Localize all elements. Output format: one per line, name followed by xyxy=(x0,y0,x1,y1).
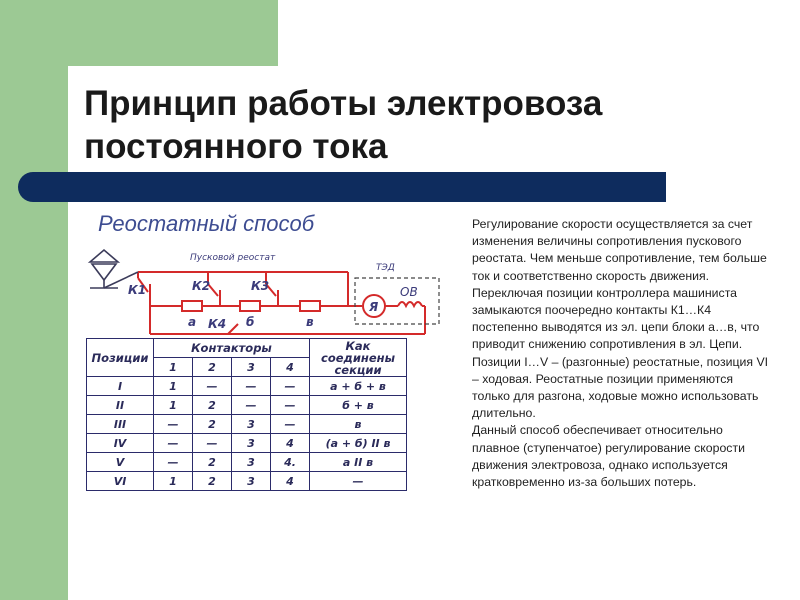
contactor-cell: 2 xyxy=(193,415,232,434)
contact-k2: К2 xyxy=(192,279,211,293)
contactor-cell: 4. xyxy=(271,453,310,472)
position-cell: VI xyxy=(87,472,154,491)
table-row xyxy=(87,453,407,472)
explanation-text: Регулирование скорости осуществляется за счет изменения величины сопротивления пускового реостата. Чем меньше сопротивление, тем больше ток и соответственно скорость движения. Переключая позиции контроллера машиниста замыкаются поочередно контакты К1…К4 постепенно выводятся из эл. цепи блоки а…в, что приводит снижению сопротивления в эл. Цепи. Позиции I…V – (разгонные) реостатные, позиция VI – ходовая. Реостатные позиции применяются только для разгона, ходовые можно использовать длительно. Данный способ обеспечивает относительно плавное (ступенчатое) регулирование скорости движения электровоза, однако используется кратковременно из-за больших потерь. xyxy=(472,217,769,490)
table-header-row xyxy=(87,339,407,358)
contactor-cell: — xyxy=(232,377,271,396)
position-cell: II xyxy=(87,396,154,415)
connection-cell: а + б + в xyxy=(310,377,407,396)
circuit-schematic xyxy=(80,244,450,340)
contactor-table xyxy=(86,338,407,491)
diagram-subtitle: Реостатный способ xyxy=(98,211,315,236)
contactor-cell: 1 xyxy=(154,472,193,491)
contactor-cell: 1 xyxy=(154,396,193,415)
contactor-cell: 2 xyxy=(193,472,232,491)
contactor-cell: 1 xyxy=(154,377,193,396)
contactor-number-4: 4 xyxy=(271,358,310,377)
contactor-cell: — xyxy=(154,434,193,453)
contactor-cell: — xyxy=(232,396,271,415)
contactor-cell: 4 xyxy=(271,434,310,453)
motor-label: ТЭД xyxy=(376,263,395,273)
left-accent-bar xyxy=(0,0,68,600)
contactor-cell: 4 xyxy=(271,472,310,491)
table-row xyxy=(87,415,407,434)
resistor-a: а xyxy=(188,315,197,329)
contactor-cell: 2 xyxy=(193,396,232,415)
title-line-1: Принцип работы электровоза xyxy=(84,84,603,123)
header-contactors: Контакторы xyxy=(154,339,310,358)
contactor-cell: — xyxy=(271,377,310,396)
contactor-cell: — xyxy=(193,434,232,453)
contactor-cell: 3 xyxy=(232,453,271,472)
contactor-cell: — xyxy=(154,453,193,472)
contactor-cell: 3 xyxy=(232,434,271,453)
title-divider-bar xyxy=(18,172,666,202)
title-line-2: постоянного тока xyxy=(84,127,388,166)
connection-cell: в xyxy=(310,415,407,434)
table-row xyxy=(87,377,407,396)
motor-symbol: Я xyxy=(369,300,379,314)
contactor-cell: 3 xyxy=(232,415,271,434)
connection-cell: б + в xyxy=(310,396,407,415)
contactor-cell: — xyxy=(154,415,193,434)
position-cell: I xyxy=(87,377,154,396)
position-cell: IV xyxy=(87,434,154,453)
resistor-v: в xyxy=(306,315,314,329)
header-sections: Как соединены секции xyxy=(310,339,407,377)
contact-k4: К4 xyxy=(208,317,227,331)
slide-title xyxy=(84,82,724,168)
rheostat-label: Пусковой реостат xyxy=(190,253,276,263)
contact-k3: К3 xyxy=(251,279,270,293)
table-row xyxy=(87,396,407,415)
resistor-b: б xyxy=(246,315,255,329)
contactor-cell: — xyxy=(193,377,232,396)
position-cell: V xyxy=(87,453,154,472)
contactor-cell: — xyxy=(271,415,310,434)
table-row xyxy=(87,434,407,453)
field-label: ОВ xyxy=(400,285,418,299)
top-accent-block xyxy=(68,0,278,66)
connection-cell: а II в xyxy=(310,453,407,472)
table-row xyxy=(87,472,407,491)
contactor-number-3: 3 xyxy=(232,358,271,377)
contactor-cell: — xyxy=(271,396,310,415)
contact-k1: К1 xyxy=(128,283,147,297)
header-positions: Позиции xyxy=(87,339,154,377)
connection-cell: — xyxy=(310,472,407,491)
contactor-number-2: 2 xyxy=(193,358,232,377)
contactor-number-1: 1 xyxy=(154,358,193,377)
contactor-cell: 3 xyxy=(232,472,271,491)
connection-cell: (а + б) II в xyxy=(310,434,407,453)
position-cell: III xyxy=(87,415,154,434)
contactor-cell: 2 xyxy=(193,453,232,472)
